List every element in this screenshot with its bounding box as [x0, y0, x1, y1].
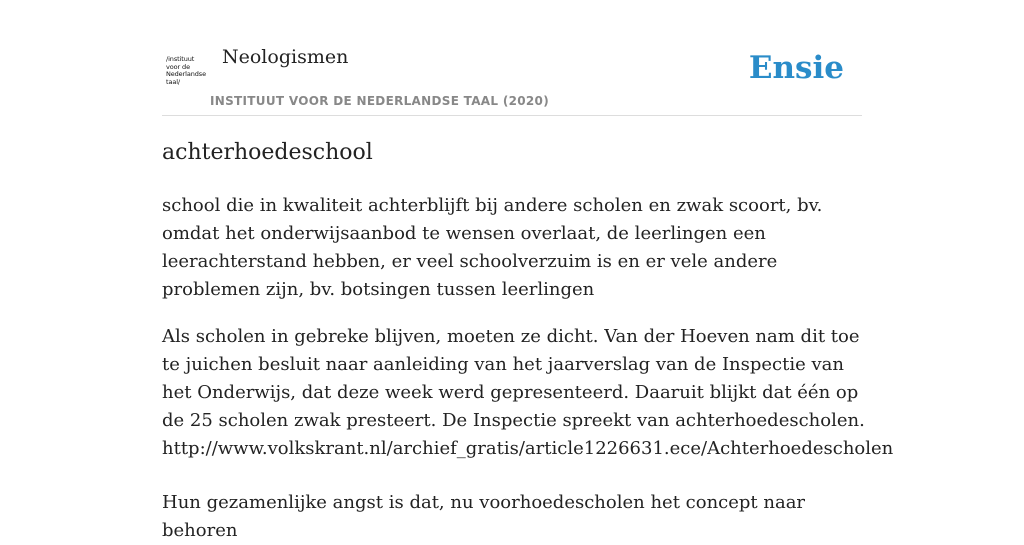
example-text: Hun gezamenlijke angst is dat, nu voorhoedescholen het concept naar behoren	[162, 492, 806, 541]
example-text: Als scholen in gebreke blijven, moeten ze dicht. Van der Hoeven nam dit toe te juichen besluit naar aanleiding van het jaarverslag van de Inspectie van het Onderwijs, dat deze week werd gepresenteerd. Daaruit blijkt dat één op de 25 scholen zwak presteert. De Inspectie spreekt van achterhoedescholen. http://www.volkskrant.nl/archief_gratis/article1226631.ece/Achterhoedescholen	[162, 326, 894, 459]
headword: achterhoedeschool	[162, 140, 373, 165]
logo-line: /instituut	[166, 55, 195, 63]
dictionary-source: INSTITUUT VOOR DE NEDERLANDSE TAAL (2020)	[210, 94, 549, 108]
institute-logo[interactable]	[166, 56, 210, 90]
definition-text: school die in kwaliteit achterblijft bij andere scholen en zwak scoort, bv. omdat het onderwijsaanbod te wensen overlaat, de leerlingen een leerachterstand hebben, er veel schoolverzuim is en er vele andere problemen zijn, bv. botsingen tussen leerlingen	[162, 195, 823, 300]
dictionary-header	[162, 0, 862, 116]
ensie-brand-link[interactable]: Ensie	[748, 50, 844, 86]
logo-line: voor de	[166, 62, 190, 71]
logo-line: taal/	[166, 77, 181, 86]
page	[162, 0, 894, 541]
dictionary-name-link[interactable]: Neologismen	[222, 46, 349, 68]
logo-line: Nederlandse	[166, 70, 206, 79]
